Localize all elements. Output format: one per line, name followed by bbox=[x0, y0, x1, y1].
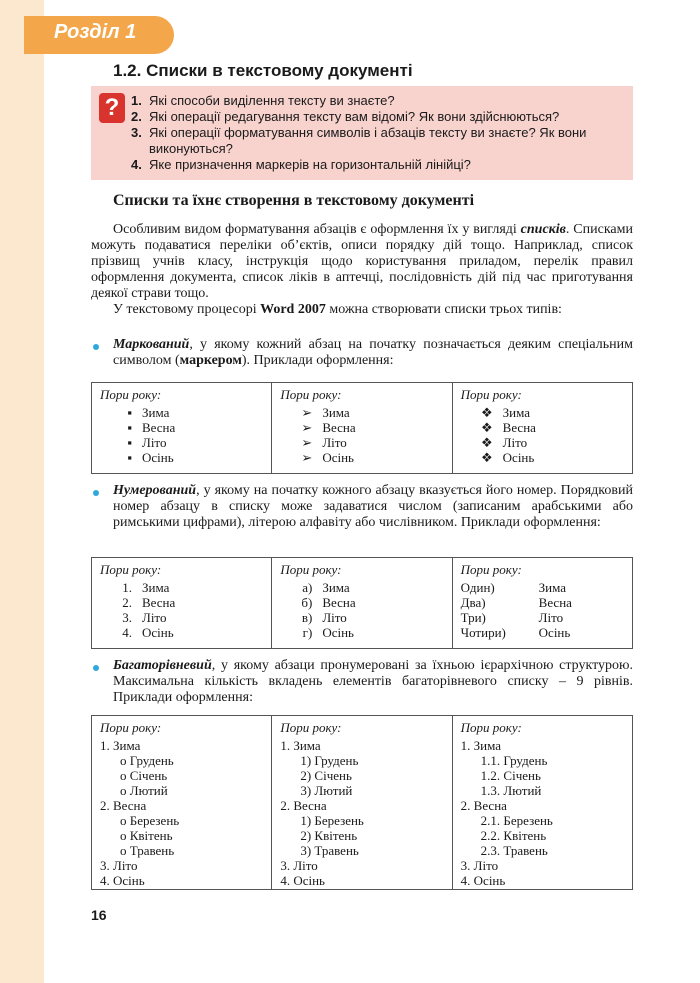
bullet-icon bbox=[93, 344, 99, 350]
subheading: Списки та їхнє створення в текстовому документі bbox=[113, 192, 475, 209]
question-item: 3. Які операції форматування символів і абзаців тексту ви знаєте? Як вони виконуються? bbox=[131, 125, 587, 156]
bulleted-example-1: Пори року: ▪ Зима ▪ Весна ▪ Літо ▪ Осінь bbox=[100, 387, 176, 465]
bullet-icon bbox=[93, 490, 99, 496]
questions-box bbox=[91, 86, 633, 180]
numbered-example-1: Пори року: 1. Зима 2. Весна 3. Літо 4. Осінь bbox=[100, 562, 176, 640]
numbered-example-3: Пори року: Один) Зима Два) Весна Три) Літо Чотири) Осінь bbox=[452, 558, 632, 648]
multilevel-example-2: Пори року: 1. Зима 1) Грудень 2) Січень 3) Лютий 2. Весна 1) Березень 2) Квітень 3) Травень 3. Літо 4. Осінь bbox=[271, 716, 451, 889]
multilevel-description: Багаторівневий, у якому абзаци пронумеровані за їхньою ієрархічною структурою. Максимальна кількість вкладень елементів багаторівневого списку – 9 рівнів. Приклади оформлення: bbox=[113, 658, 633, 705]
bulleted-description: Маркований, у якому кожний абзац на початку позначається деяким спеціальним символом (маркером). Приклади оформлення: bbox=[113, 337, 633, 368]
question-icon: ? bbox=[99, 93, 125, 123]
question-item: 4. Яке призначення маркерів на горизонтальній лінійці? bbox=[131, 157, 471, 172]
intro-text bbox=[91, 222, 633, 318]
question-item: 2. Які операції редагування тексту вам відомі? Як вони здійснюються? bbox=[131, 109, 560, 124]
bulleted-example-3: Пори року: ❖ Зима ❖ Весна ❖ Літо ❖ Осінь bbox=[452, 383, 632, 473]
numbered-examples-table bbox=[91, 557, 633, 649]
bulleted-examples-table bbox=[91, 382, 633, 474]
intro-paragraph-1: Особливим видом форматування абзаців є оформлення їх у вигляді списків. Списками можуть подаватися переліки об’єктів, описи порядку дій тощо. Наприклад, список прізвищ учнів класу, інструкція щодо користування приладом, перелік правил оформлення документа, список ліків в аптечці, послідовність дій під час приготування деякої страви тощо. bbox=[91, 222, 633, 301]
numbered-description: Нумерований, у якому на початку кожного абзацу вказується його номер. Порядковий номер абзацу в списку може задаватися числом (записаним арабськими або римськими цифрами), літерою алфавіту або числівником. Приклади оформлення: bbox=[113, 483, 633, 530]
bulleted-example-2: Пори року: ➢ Зима ➢ Весна ➢ Літо ➢ Осінь bbox=[271, 383, 451, 473]
bullet-icon bbox=[93, 665, 99, 671]
multilevel-example-1: Пори року: 1. Зима o Грудень o Січень o Лютий 2. Весна o Березень o Квітень o Травень 3. Літо 4. Осінь bbox=[100, 720, 180, 888]
question-item: 1. Які способи виділення тексту ви знаєте? bbox=[131, 93, 395, 108]
multilevel-example-3: Пори року: 1. Зима 1.1. Грудень 1.2. Січень 1.3. Лютий 2. Весна 2.1. Березень 2.2. Квітень 2.3. Травень 3. Літо 4. Осінь bbox=[452, 716, 632, 889]
intro-paragraph-2: У текстовому процесорі Word 2007 можна створювати списки трьох типів: bbox=[113, 302, 562, 317]
questions-list bbox=[131, 93, 631, 173]
chapter-label: Розділ 1 bbox=[54, 21, 137, 43]
section-title: 1.2. Списки в текстовому документі bbox=[113, 61, 413, 80]
page-side-strip bbox=[0, 0, 44, 983]
multilevel-examples-table bbox=[91, 715, 633, 890]
numbered-example-2: Пори року: а) Зима б) Весна в) Літо г) Осінь bbox=[271, 558, 451, 648]
page-number: 16 bbox=[91, 907, 107, 923]
